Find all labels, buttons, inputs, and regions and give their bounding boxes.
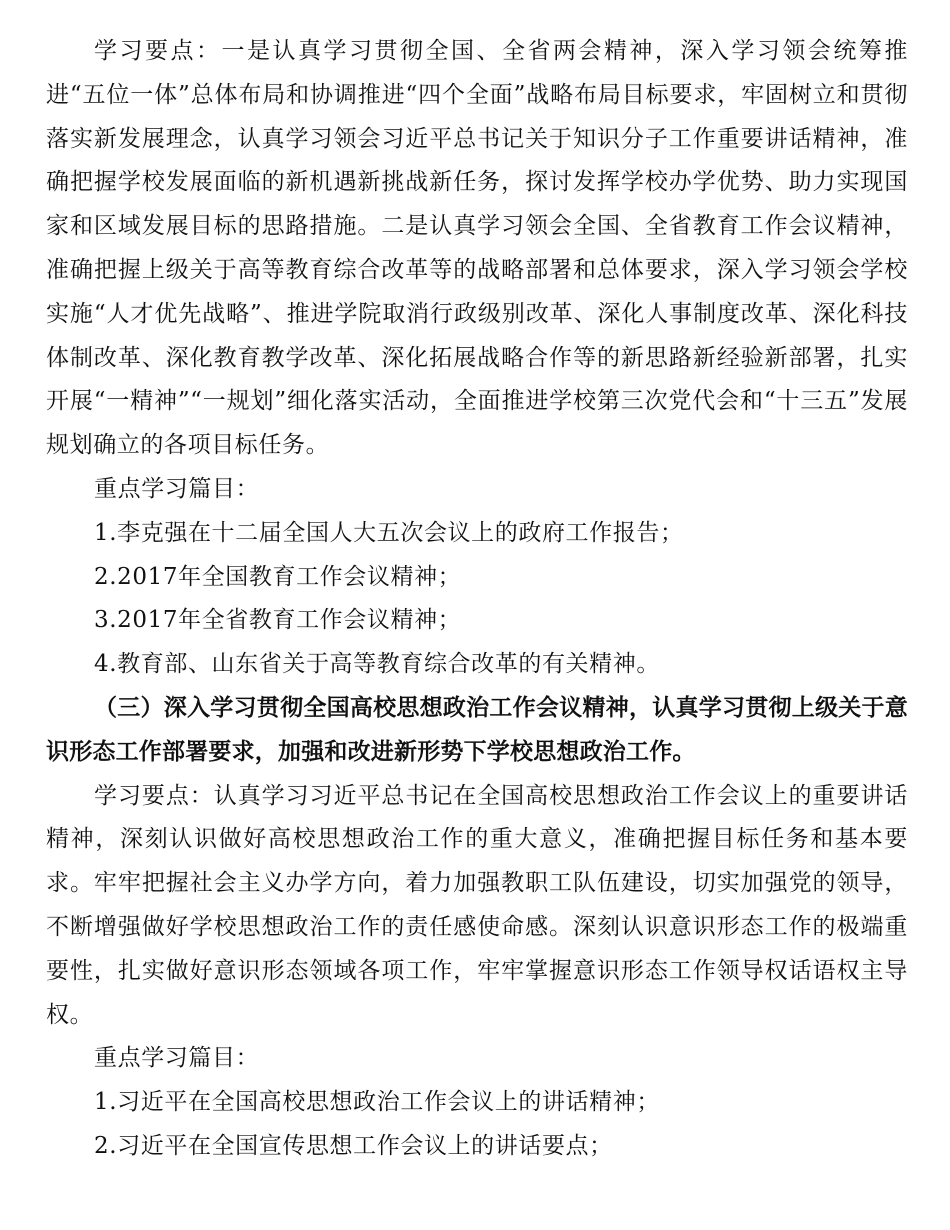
key-readings-label: 重点学习篇目： bbox=[94, 475, 260, 502]
list-item: 3.2017年全省教育工作会议精神； bbox=[94, 607, 462, 634]
list-item: 1.李克强在十二届全国人大五次会议上的政府工作报告； bbox=[94, 519, 684, 546]
key-readings-label: 重点学习篇目： bbox=[94, 1045, 260, 1072]
study-points-paragraph: 学习要点：认真学习习近平总书记在全国高校思想政治工作会议上的重要讲话精神，深刻认识做好高校思想政治工作的重大意义，准确把握目标任务和基本要求。牢牢把握社会主义办学方向，着力加强教职工队伍建设，切实加强党的领导，不断增强做好学校思想政治工作的责任感使命感。深刻认识意识形态工作的极端重要性，扎实做好意识形态领域各项工作，牢牢掌握意识形态工作领导权话语权主导权。 bbox=[46, 782, 908, 1028]
list-item: 4.教育部、山东省关于高等教育综合改革的有关精神。 bbox=[94, 651, 660, 678]
key-readings-list bbox=[46, 512, 908, 687]
section-heading: （三）深入学习贯彻全国高校思想政治工作会议精神，认真学习贯彻上级关于意识形态工作部署要求，加强和改进新形势下学校思想政治工作。 bbox=[46, 694, 908, 765]
list-item: 2.习近平在全国宣传思想工作会议上的讲话要点； bbox=[94, 1132, 613, 1159]
list-item: 1.习近平在全国高校思想政治工作会议上的讲话精神； bbox=[94, 1089, 660, 1116]
document-page bbox=[46, 30, 908, 1169]
study-points-paragraph: 学习要点：一是认真学习贯彻全国、全省两会精神，深入学习领会统筹推进“五位一体”总体布局和协调推进“四个全面”战略布局目标要求，牢固树立和贯彻落实新发展理念，认真学习领会习近平总书记关于知识分子工作重要讲话精神，准确把握学校发展面临的新机遇新挑战新任务，探讨发挥学校办学优势、助力实现国家和区域发展目标的思路措施。二是认真学习领会全国、全省教育工作会议精神，准确把握上级关于高等教育综合改革等的战略部署和总体要求，深入学习领会学校实施“人才优先战略”、推进学院取消行政级别改革、深化人事制度改革、深化科技体制改革、深化教育教学改革、深化拓展战略合作等的新思路新经验新部署，扎实开展“一精神”“一规划”细化落实活动，全面推进学校第三次党代会和“十三五”发展规划确立的各项目标任务。 bbox=[46, 38, 908, 459]
list-item: 2.2017年全国教育工作会议精神； bbox=[94, 563, 462, 590]
key-readings-list bbox=[46, 1081, 908, 1169]
